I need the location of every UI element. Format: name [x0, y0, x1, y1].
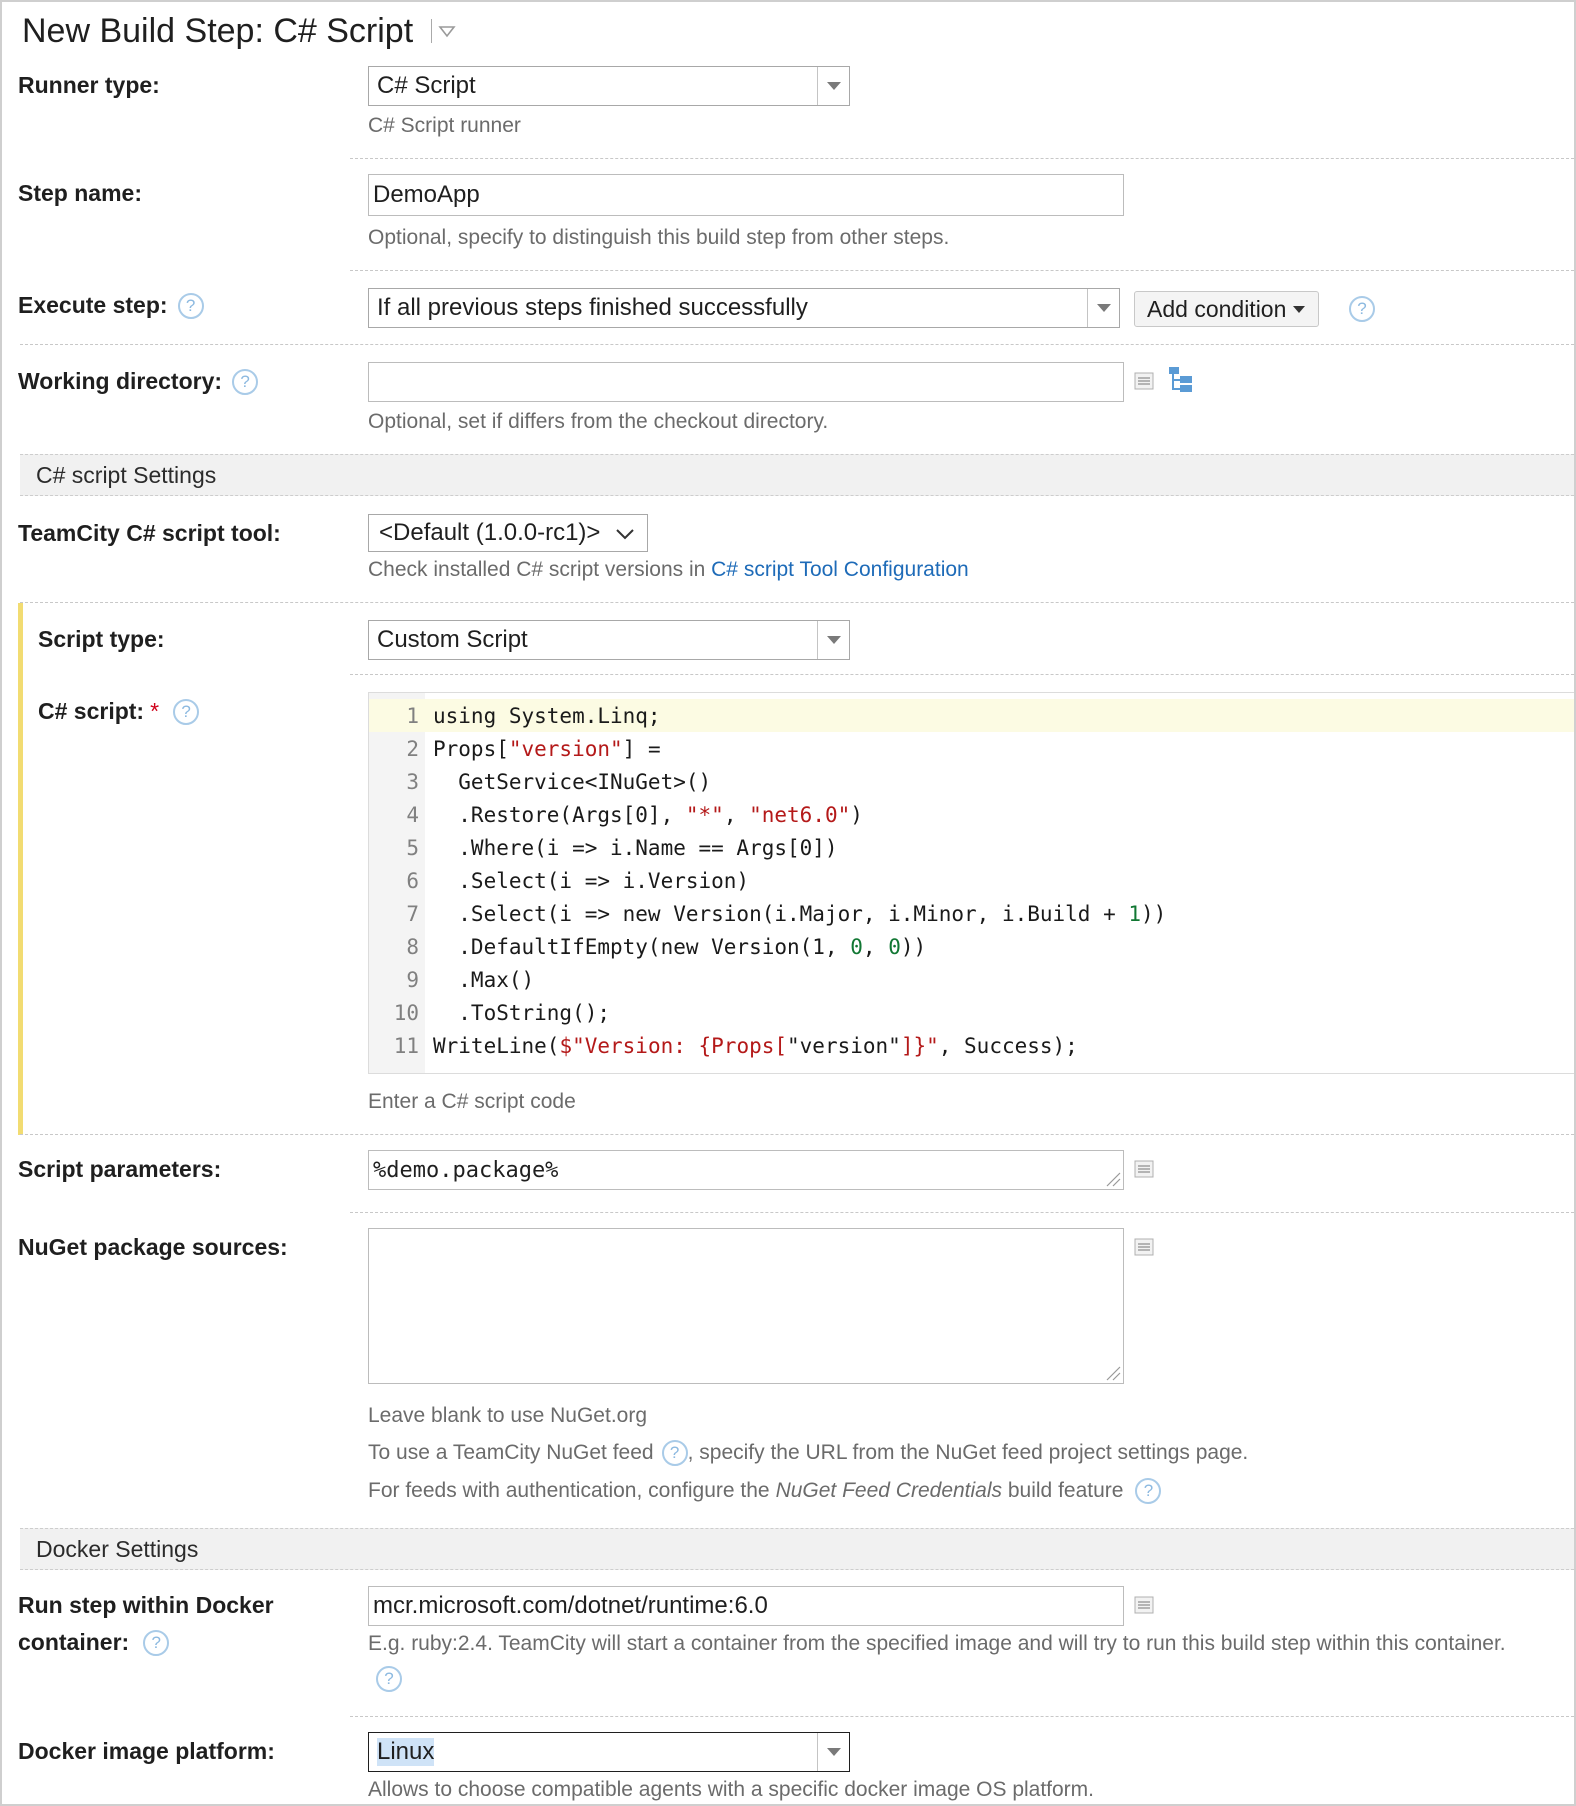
question-circle-icon[interactable]: ? — [178, 293, 204, 319]
divider — [350, 1716, 1574, 1717]
code-text: .ToString(); — [433, 1000, 611, 1025]
divider — [350, 158, 1574, 159]
code-text: GetService<INuGet>() — [433, 769, 712, 794]
execute-step-value: If all previous steps finished successfully — [377, 294, 808, 321]
line-number: 9 — [406, 967, 419, 992]
changed-indicator — [18, 603, 23, 1135]
line-number: 5 — [406, 835, 419, 860]
code-text: WriteLine($"Version: {Props["version"]}", Success); — [433, 1033, 1078, 1058]
question-circle-icon[interactable]: ? — [662, 1440, 688, 1466]
csharp-settings-section — [20, 454, 1574, 496]
script-parameters-label: Script parameters: — [18, 1156, 222, 1182]
divider — [350, 1212, 1574, 1213]
chevron-down-icon — [826, 635, 842, 645]
code-text: .Restore(Args[0], "*", "net6.0") — [433, 802, 863, 827]
code-line[interactable] — [369, 831, 1574, 864]
code-text: .Select(i => new Version(i.Major, i.Minor, i.Build + 1)) — [433, 901, 1167, 926]
divider — [350, 270, 1574, 271]
docker-container-label: Run step within Docker container: ? — [18, 1592, 274, 1655]
required-mark: * — [150, 698, 160, 724]
docker-platform-select[interactable] — [368, 1732, 850, 1772]
csharp-script-label-wrap — [38, 698, 199, 725]
docker-image-input[interactable]: mcr.microsoft.com/dotnet/runtime:6.0 — [368, 1586, 1124, 1626]
resize-grip-icon[interactable] — [1103, 1169, 1121, 1187]
chevron-down-icon — [826, 1747, 842, 1757]
page-title: New Build Step: C# Script — [22, 11, 414, 50]
section-title: C# script Settings — [36, 461, 217, 488]
code-text: .Select(i => i.Version) — [433, 868, 750, 893]
code-line[interactable] — [369, 930, 1574, 963]
code-line[interactable] — [369, 996, 1574, 1029]
line-number: 1 — [406, 703, 419, 728]
parameter-list-icon[interactable] — [1134, 372, 1154, 390]
resize-grip-icon[interactable] — [1103, 1363, 1121, 1381]
docker-settings-section — [20, 1528, 1574, 1570]
docker-platform-label: Docker image platform: — [18, 1738, 275, 1764]
nuget-hint-blank: Leave blank to use NuGet.org — [368, 1404, 648, 1427]
line-number: 10 — [393, 1000, 419, 1025]
code-text: using System.Linq; — [433, 703, 661, 728]
working-directory-input[interactable] — [368, 362, 1124, 402]
line-number: 11 — [393, 1033, 419, 1058]
code-line[interactable] — [369, 732, 1574, 765]
runner-type-label: Runner type: — [18, 72, 160, 98]
question-circle-icon[interactable]: ? — [376, 1666, 402, 1692]
code-line[interactable] — [369, 798, 1574, 831]
line-number: 3 — [406, 769, 419, 794]
nuget-hint-credentials: For feeds with authentication, configure the NuGet Feed Credentials build feature ? — [368, 1478, 1161, 1504]
tool-configuration-link[interactable]: C# script Tool Configuration — [711, 558, 969, 581]
working-directory-hint: Optional, set if differs from the checkout directory. — [368, 410, 829, 433]
line-number: 6 — [406, 868, 419, 893]
code-line[interactable] — [369, 765, 1574, 798]
execute-step-label: Execute step: — [18, 292, 168, 318]
working-directory-label: Working directory: — [18, 368, 223, 394]
chevron-down-icon — [615, 528, 635, 540]
script-tool-select[interactable] — [368, 514, 648, 552]
code-line[interactable] — [369, 963, 1574, 996]
question-circle-icon[interactable]: ? — [173, 699, 199, 725]
script-tool-label: TeamCity C# script tool: — [18, 520, 281, 546]
code-line[interactable] — [369, 897, 1574, 930]
docker-image-hint: E.g. ruby:2.4. TeamCity will start a container from the specified image and will try to run this build step within this container. — [368, 1632, 1506, 1655]
divider — [20, 344, 1574, 345]
code-line[interactable] — [369, 864, 1574, 897]
runner-type-hint: C# Script runner — [368, 114, 521, 137]
working-directory-label-wrap — [18, 368, 258, 395]
step-name-label: Step name: — [18, 180, 142, 206]
question-circle-icon[interactable]: ? — [1349, 296, 1375, 322]
runner-type-value: C# Script — [377, 72, 476, 99]
parameter-list-icon[interactable] — [1134, 1596, 1154, 1614]
chevron-down-icon — [1292, 305, 1306, 314]
script-type-label: Script type: — [38, 626, 165, 652]
docker-platform-value: Linux — [377, 1738, 435, 1765]
code-line[interactable] — [369, 699, 1574, 732]
script-parameters-input[interactable]: %demo.package% — [368, 1150, 1124, 1190]
line-number: 8 — [406, 934, 419, 959]
csharp-script-label: C# script: — [38, 698, 145, 724]
divider — [350, 674, 1574, 675]
divider — [20, 602, 1574, 603]
step-name-input[interactable]: DemoApp — [368, 174, 1124, 216]
script-tool-value: <Default (1.0.0-rc1)> — [379, 519, 601, 546]
question-circle-icon[interactable]: ? — [143, 1630, 169, 1656]
runner-type-select[interactable] — [368, 66, 850, 106]
line-number: 4 — [406, 802, 419, 827]
execute-step-select[interactable] — [368, 288, 1120, 328]
script-type-value: Custom Script — [377, 626, 528, 653]
docker-platform-hint: Allows to choose compatible agents with a specific docker image OS platform. — [368, 1778, 1095, 1801]
nuget-hint-feed: To use a TeamCity NuGet feed ? , specify the URL from the NuGet feed project settings page. — [368, 1441, 1249, 1464]
nuget-sources-textarea[interactable] — [368, 1228, 1124, 1384]
nuget-sources-label: NuGet package sources: — [18, 1234, 288, 1260]
chevron-down-icon — [438, 24, 456, 38]
divider — [20, 1134, 1574, 1135]
chevron-down-icon — [1096, 303, 1112, 313]
script-type-select[interactable] — [368, 620, 850, 660]
code-editor[interactable] — [368, 692, 1574, 1074]
page-header — [22, 6, 456, 56]
code-line[interactable] — [369, 1029, 1574, 1062]
add-condition-button[interactable]: Add condition — [1134, 291, 1319, 327]
code-text: Props["version"] = — [433, 736, 661, 761]
code-text: .Where(i => i.Name == Args[0]) — [433, 835, 838, 860]
script-tool-hint: Check installed C# script versions in C# script Tool Configuration — [368, 558, 969, 581]
question-circle-icon[interactable]: ? — [232, 369, 258, 395]
title-menu-toggle[interactable] — [431, 19, 456, 43]
chevron-down-icon — [826, 81, 842, 91]
question-circle-icon[interactable]: ? — [1135, 1478, 1161, 1504]
directory-tree-icon[interactable] — [1168, 366, 1194, 394]
section-title: Docker Settings — [36, 1535, 199, 1562]
code-text: .Max() — [433, 967, 535, 992]
step-name-hint: Optional, specify to distinguish this build step from other steps. — [368, 226, 950, 249]
line-number: 2 — [406, 736, 419, 761]
code-text: .DefaultIfEmpty(new Version(1, 0, 0)) — [433, 934, 927, 959]
execute-step-label-wrap — [18, 292, 204, 319]
line-number: 7 — [406, 901, 419, 926]
csharp-script-hint: Enter a C# script code — [368, 1090, 576, 1113]
parameter-list-icon[interactable] — [1134, 1160, 1154, 1178]
parameter-list-icon[interactable] — [1134, 1238, 1154, 1256]
